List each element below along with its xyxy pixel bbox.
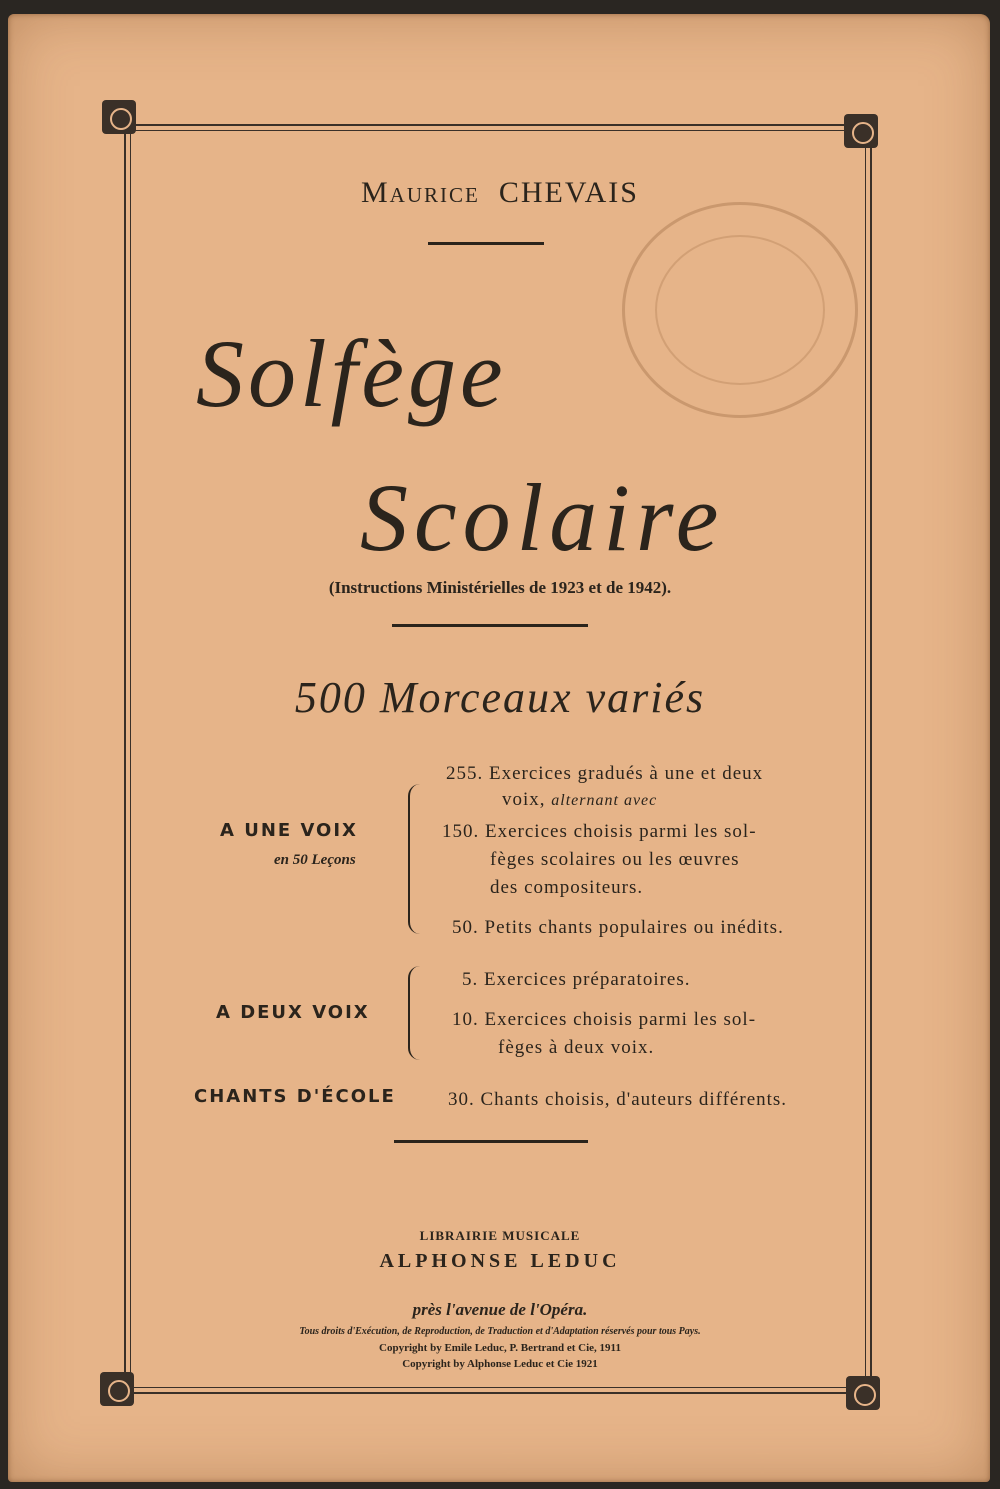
- list-item: fèges scolaires ou les œuvres: [490, 849, 740, 870]
- list-item: fèges à deux voix.: [498, 1037, 655, 1058]
- copyright-line: Copyright by Alphonse Leduc et Cie 1921: [402, 1358, 598, 1370]
- list-item: des compositeurs.: [490, 877, 644, 898]
- instructions-note: (Instructions Ministérielles de 1923 et de 1942).: [328, 578, 672, 597]
- cover-border: [124, 124, 872, 1394]
- section-label: A DEUX VOIX: [216, 1002, 370, 1023]
- list-item: 50. Petits chants populaires ou inédits.: [452, 917, 784, 938]
- author-first-name: Maurice: [361, 176, 480, 209]
- list-item-text: voix,: [502, 789, 546, 810]
- list-item: 5. Exercices préparatoires.: [462, 969, 691, 990]
- section-label: A UNE VOIX: [220, 820, 358, 841]
- title-line-1: Solfège: [196, 320, 507, 427]
- publisher-name: ALPHONSE LEDUC: [379, 1250, 621, 1272]
- title-line-2: Scolaire: [360, 464, 725, 571]
- divider: [392, 624, 588, 627]
- publisher-address: près l'avenue de l'Opéra.: [412, 1300, 588, 1319]
- list-item-note: alternant avec: [551, 792, 658, 809]
- corner-ornament-icon: [100, 1372, 134, 1406]
- list-item: [502, 786, 657, 814]
- divider: [428, 242, 544, 245]
- section-label: CHANTS D'ÉCOLE: [194, 1086, 396, 1107]
- list-item: 255. Exercices gradués à une et deux: [446, 763, 764, 784]
- copyright-line: Copyright by Emile Leduc, P. Bertrand et Cie, 1911: [379, 1342, 621, 1354]
- author-last-name: CHEVAIS: [498, 176, 639, 209]
- rights-notice: Tous droits d'Exécution, de Reproduction, de Traduction et d'Adaptation réservés pour tous Pays.: [299, 1326, 701, 1337]
- section-sublabel: en 50 Leçons: [274, 852, 356, 868]
- divider: [394, 1140, 588, 1143]
- list-item: 30. Chants choisis, d'auteurs différents.: [448, 1089, 788, 1110]
- author-name: [0, 176, 1000, 210]
- publisher-label: LIBRAIRIE MUSICALE: [419, 1228, 581, 1243]
- list-item: 10. Exercices choisis parmi les sol-: [452, 1009, 757, 1030]
- brace-icon: [408, 784, 424, 934]
- list-item: 150. Exercices choisis parmi les sol-: [442, 821, 757, 842]
- corner-ornament-icon: [846, 1376, 880, 1410]
- corner-ornament-icon: [844, 114, 878, 148]
- subtitle: 500 Morceaux variés: [294, 673, 706, 722]
- brace-icon: [408, 966, 424, 1060]
- corner-ornament-icon: [102, 100, 136, 134]
